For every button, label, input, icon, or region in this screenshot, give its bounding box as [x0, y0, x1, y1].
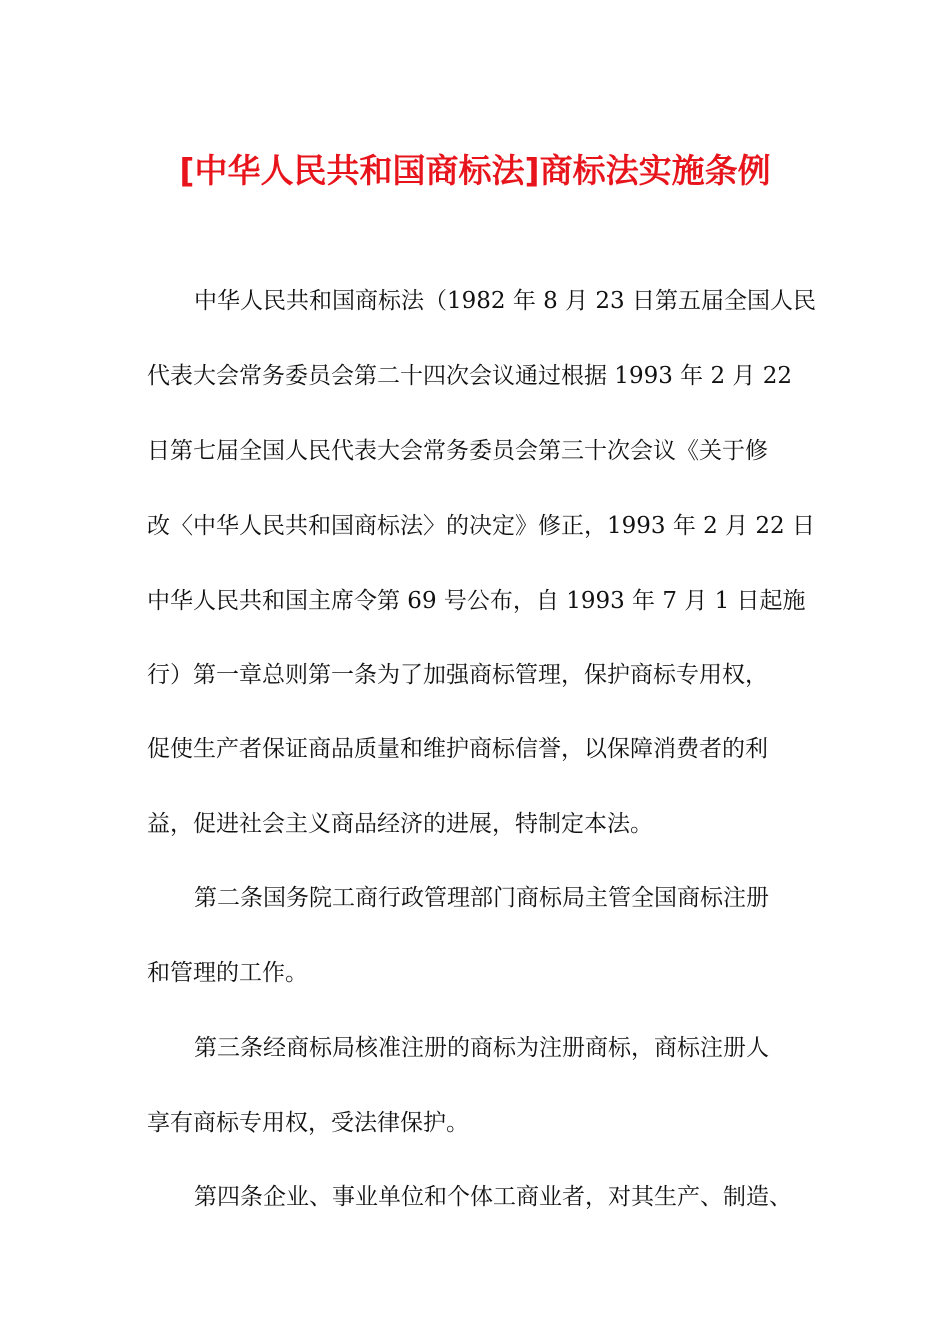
body-line-7: 促使生产者保证商品质量和维护商标信誉，以保障消费者的利	[147, 736, 768, 762]
body-line-10: 和管理的工作。	[147, 960, 308, 986]
body-line-6: 行）第一章总则第一条为了加强商标管理，保护商标专用权，	[147, 662, 768, 688]
body-line-8: 益，促进社会主义商品经济的进展，特制定本法。	[147, 811, 653, 837]
body-line-5: 中华人民共和国主席令第 69 号公布，自 1993 年 7 月 1 日起施	[147, 588, 806, 614]
body-line-3: 日第七届全国人民代表大会常务委员会第三十次会议《关于修	[147, 438, 768, 464]
body-line-9: 第二条国务院工商行政管理部门商标局主管全国商标注册	[194, 885, 769, 911]
body-line-11: 第三条经商标局核准注册的商标为注册商标，商标注册人	[194, 1035, 769, 1061]
body-line-4: 改〈中华人民共和国商标法〉的决定》修正，1993 年 2 月 22 日	[147, 513, 815, 539]
document-title: [中华人民共和国商标法]商标法实施条例	[179, 151, 771, 190]
body-line-1: 中华人民共和国商标法（1982 年 8 月 23 日第五届全国人民	[194, 288, 816, 314]
body-line-2: 代表大会常务委员会第二十四次会议通过根据 1993 年 2 月 22	[147, 363, 792, 389]
body-line-12: 享有商标专用权，受法律保护。	[147, 1110, 469, 1136]
body-line-13: 第四条企业、事业单位和个体工商业者，对其生产、制造、	[194, 1184, 792, 1210]
